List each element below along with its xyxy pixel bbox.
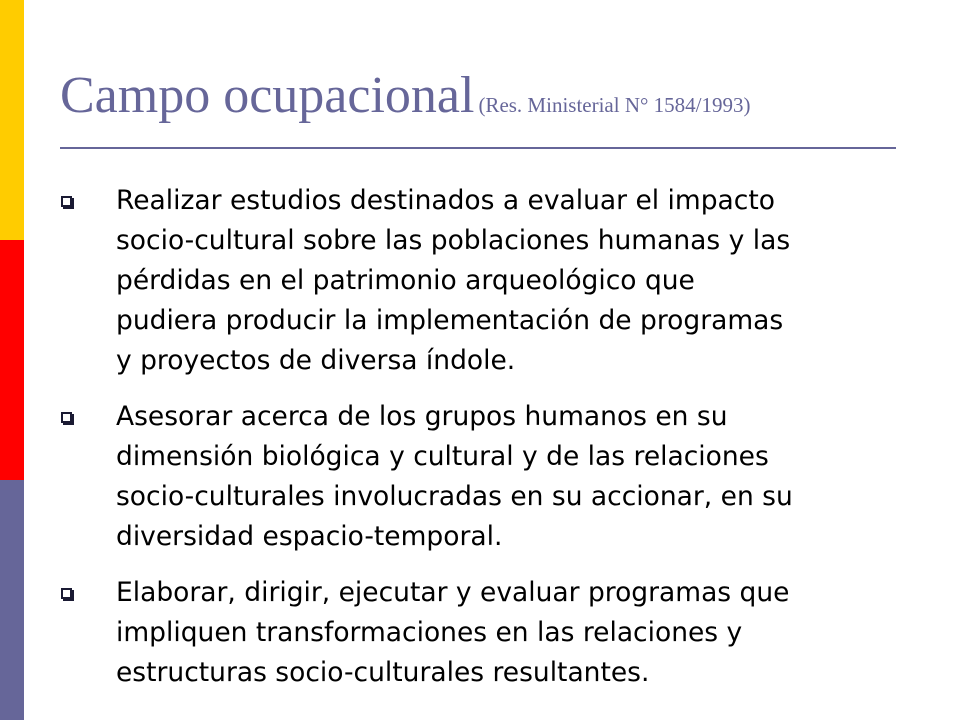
bullet-text-line: y proyectos de diversa índole. bbox=[116, 345, 516, 376]
bullet-list bbox=[58, 181, 948, 709]
bullet-item bbox=[58, 397, 948, 557]
side-bar-slate-segment bbox=[0, 480, 24, 720]
side-color-bar bbox=[0, 0, 24, 720]
bullet-text-line: impliquen transformaciones en las relaciones y bbox=[116, 617, 743, 648]
bullet-item bbox=[58, 181, 948, 381]
side-bar-yellow-segment bbox=[0, 0, 24, 240]
title-underline bbox=[60, 147, 896, 149]
bullet-text-line: socio-culturales involucradas en su accionar, en su bbox=[116, 481, 793, 512]
bullet-text-line: Elaborar, dirigir, ejecutar y evaluar programas que bbox=[116, 577, 790, 608]
square-bullet-icon bbox=[61, 196, 72, 207]
bullet-text-line: dimensión biológica y cultural y de las relaciones bbox=[116, 441, 769, 472]
bullet-text-line: socio-cultural sobre las poblaciones humanas y las bbox=[116, 225, 791, 256]
slide-title bbox=[60, 67, 751, 124]
bullet-text-line: estructuras socio-culturales resultantes. bbox=[116, 657, 650, 688]
title-main: Campo ocupacional bbox=[60, 67, 475, 124]
bullet-text-line: Realizar estudios destinados a evaluar el impacto bbox=[116, 185, 775, 216]
bullet-text-line: Asesorar acerca de los grupos humanos en su bbox=[116, 401, 728, 432]
bullet-item bbox=[58, 573, 948, 693]
bullet-text-line: diversidad espacio-temporal. bbox=[116, 521, 503, 552]
square-bullet-icon bbox=[61, 588, 72, 599]
side-bar-red-segment bbox=[0, 240, 24, 480]
bullet-text-line: pérdidas en el patrimonio arqueológico que bbox=[116, 265, 695, 296]
square-bullet-icon bbox=[61, 412, 72, 423]
title-reference: (Res. Ministerial N° 1584/1993) bbox=[478, 93, 751, 117]
bullet-text-line: pudiera producir la implementación de programas bbox=[116, 305, 784, 336]
